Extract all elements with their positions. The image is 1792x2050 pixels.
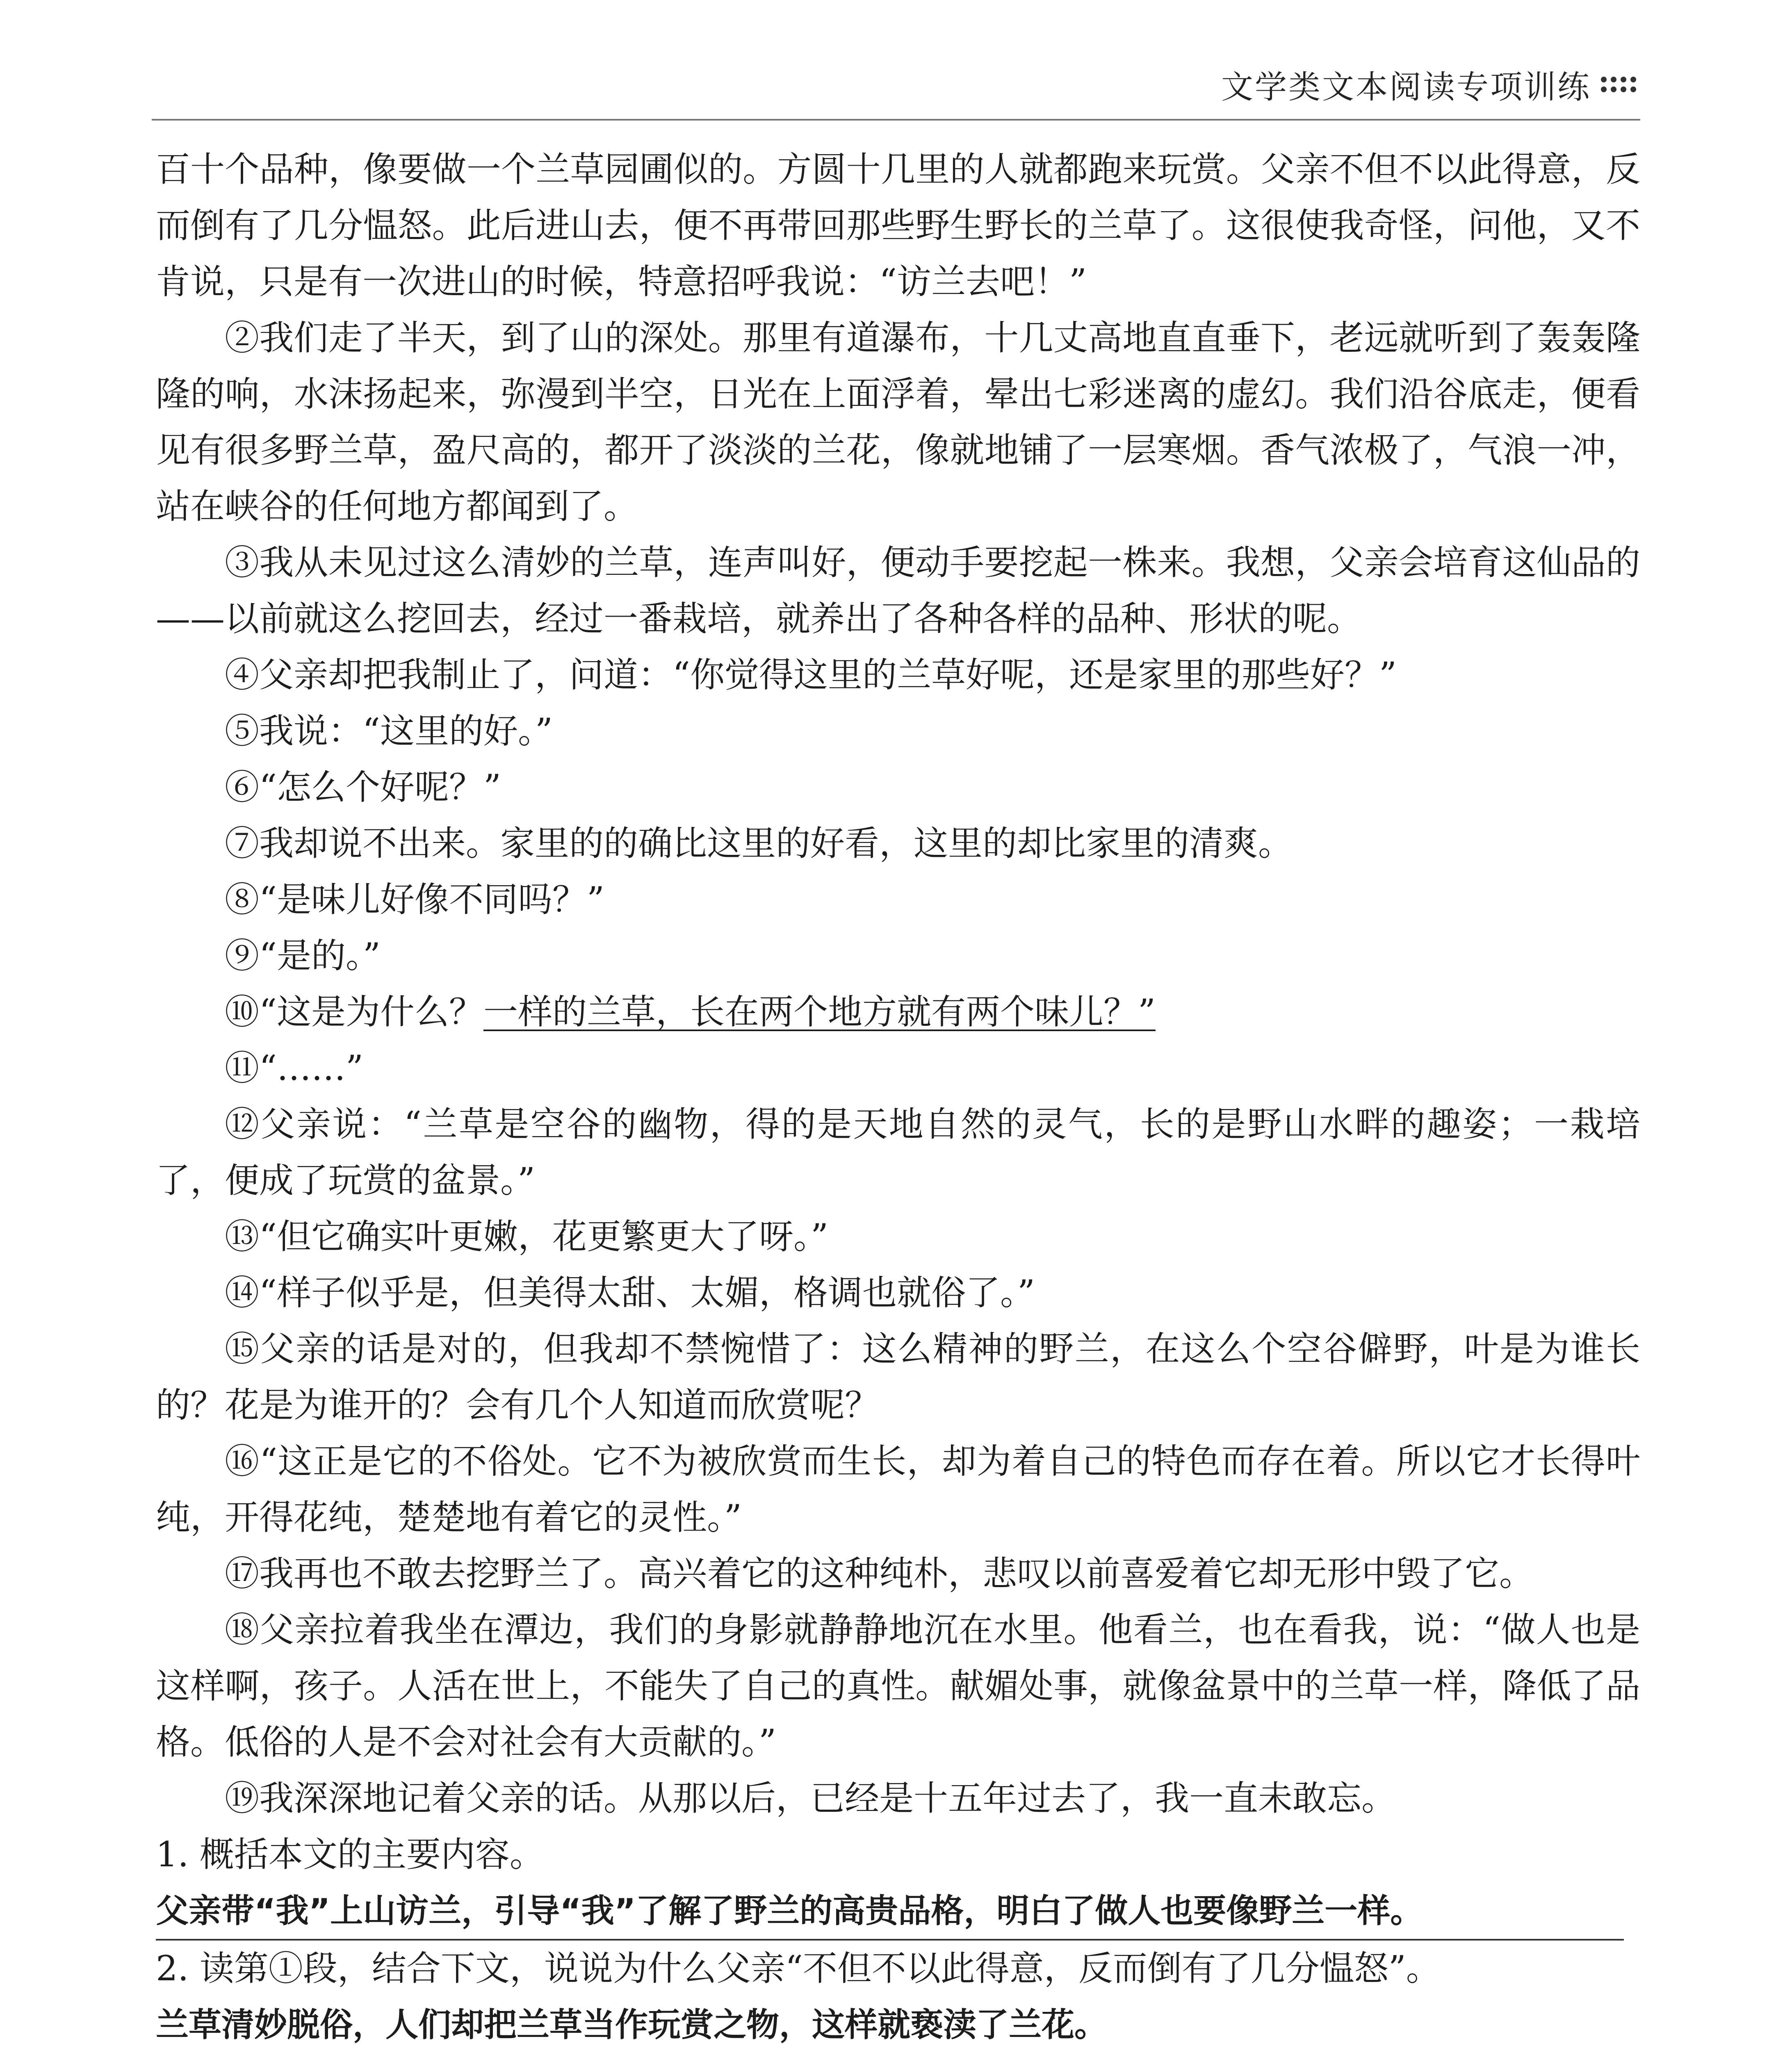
- question-2: 2. 读第①段，结合下文，说说为什么父亲“不但不以此得意，反而倒有了几分愠怒”。: [156, 1948, 1441, 1988]
- passage-paragraph-4: ④父亲却把我制止了，问道：“你觉得这里的兰草好呢，还是家里的那些好？”: [225, 655, 1397, 695]
- passage-paragraph-9: ⑨“是的。”: [225, 936, 381, 976]
- passage-paragraph-16: ⑯“这正是它的不俗处。它不为被欣赏而生长，却为着自己的特色而存在着。所以它才长得叶纯，开得花纯，楚楚地有着它的灵性。”: [156, 1441, 1640, 1538]
- passage-paragraph-15: ⑮父亲的话是对的，但我却不禁惋惜了：这么精神的野兰，在这么个空谷僻野，叶是为谁长的？花是为谁开的？会有几个人知道而欣赏呢？: [156, 1329, 1640, 1425]
- header-divider: [152, 119, 1640, 121]
- passage-paragraph-10: [156, 984, 1640, 1040]
- passage-paragraph-3: ③我从未见过这么清妙的兰草，连声叫好，便动手要挖起一株来。我想，父亲会培育这仙品的——以前就这么挖回去，经过一番栽培，就养出了各种各样的品种、形状的呢。: [156, 542, 1640, 639]
- passage-paragraph-12: ⑫父亲说：“兰草是空谷的幽物，得的是天地自然的灵气，长的是野山水畔的趣姿；一栽培了，便成了玩赏的盆景。”: [156, 1104, 1640, 1200]
- question-1: 1. 概括本文的主要内容。: [156, 1834, 544, 1875]
- passage-paragraph-8: ⑧“是味儿好像不同吗？”: [225, 879, 604, 920]
- passage-paragraph-2: ②我们走了半天，到了山的深处。那里有道瀑布，十几丈高地直直垂下，老远就听到了轰轰隆隆的响，水沫扬起来，弥漫到半空，日光在上面浮着，晕出七彩迷离的虚幻。我们沿谷底走，便看见有很多野兰草，盈尺高的，都开了淡淡的兰花，像就地铺了一层寒烟。香气浓极了，气浪一冲，站在峡谷的任何地方都闻到了。: [156, 318, 1640, 526]
- passage-paragraph-11: ⑪“……”: [225, 1048, 363, 1088]
- passage-paragraph-19: ⑲我深深地记着父亲的话。从那以后，已经是十五年过去了，我一直未敢忘。: [225, 1778, 1396, 1818]
- answer-2: 兰草清妙脱俗，人们却把兰草当作玩赏之物，这样就亵渎了兰花。: [156, 1997, 1624, 2050]
- passage-paragraph-14: ⑭“样子似乎是，但美得太甜、太媚，格调也就俗了。”: [225, 1273, 1035, 1313]
- page-body: [156, 141, 1640, 2050]
- section-title: 文学类文本阅读专项训练: [1221, 69, 1591, 106]
- passage-paragraph-7: ⑦我却说不出来。家里的的确比这里的好看，这里的却比家里的清爽。: [225, 823, 1293, 863]
- passage-paragraph-1-continued: 百十个品种，像要做一个兰草园圃似的。方圆十几里的人就都跑来玩赏。父亲不但不以此得意，反而倒有了几分愠怒。此后进山去，便不再带回那些野生野长的兰草了。这很使我奇怪，问他，又不肯说，只是有一次进山的时候，特意招呼我说：“访兰去吧！”: [156, 149, 1640, 302]
- running-header: [1221, 61, 1636, 107]
- paragraph-10-underlined-sentence: 一样的兰草，长在两个地方就有两个味儿？”: [483, 992, 1156, 1032]
- passage-paragraph-5: ⑤我说：“这里的好。”: [225, 711, 553, 751]
- answer-1: 父亲带“我”上山访兰，引导“我”了解了野兰的高贵品格，明白了做人也要像野兰一样。: [156, 1883, 1624, 1941]
- passage-paragraph-13: ⑬“但它确实叶更嫩，花更繁更大了呀。”: [225, 1216, 828, 1257]
- passage-paragraph-17: ⑰我再也不敢去挖野兰了。高兴着它的这种纯朴，悲叹以前喜爱着它却无形中毁了它。: [225, 1553, 1534, 1594]
- paragraph-10-lead: ⑩“这是为什么？: [225, 992, 483, 1032]
- dots-ornament-icon: [1601, 77, 1636, 92]
- passage-paragraph-6: ⑥“怎么个好呢？”: [225, 767, 501, 807]
- passage-paragraph-18: ⑱父亲拉着我坐在潭边，我们的身影就静静地沉在水里。他看兰，也在看我，说：“做人也是这样啊，孩子。人活在世上，不能失了自己的真性。献媚处事，就像盆景中的兰草一样，降低了品格。低俗的人是不会对社会有大贡献的。”: [156, 1610, 1640, 1762]
